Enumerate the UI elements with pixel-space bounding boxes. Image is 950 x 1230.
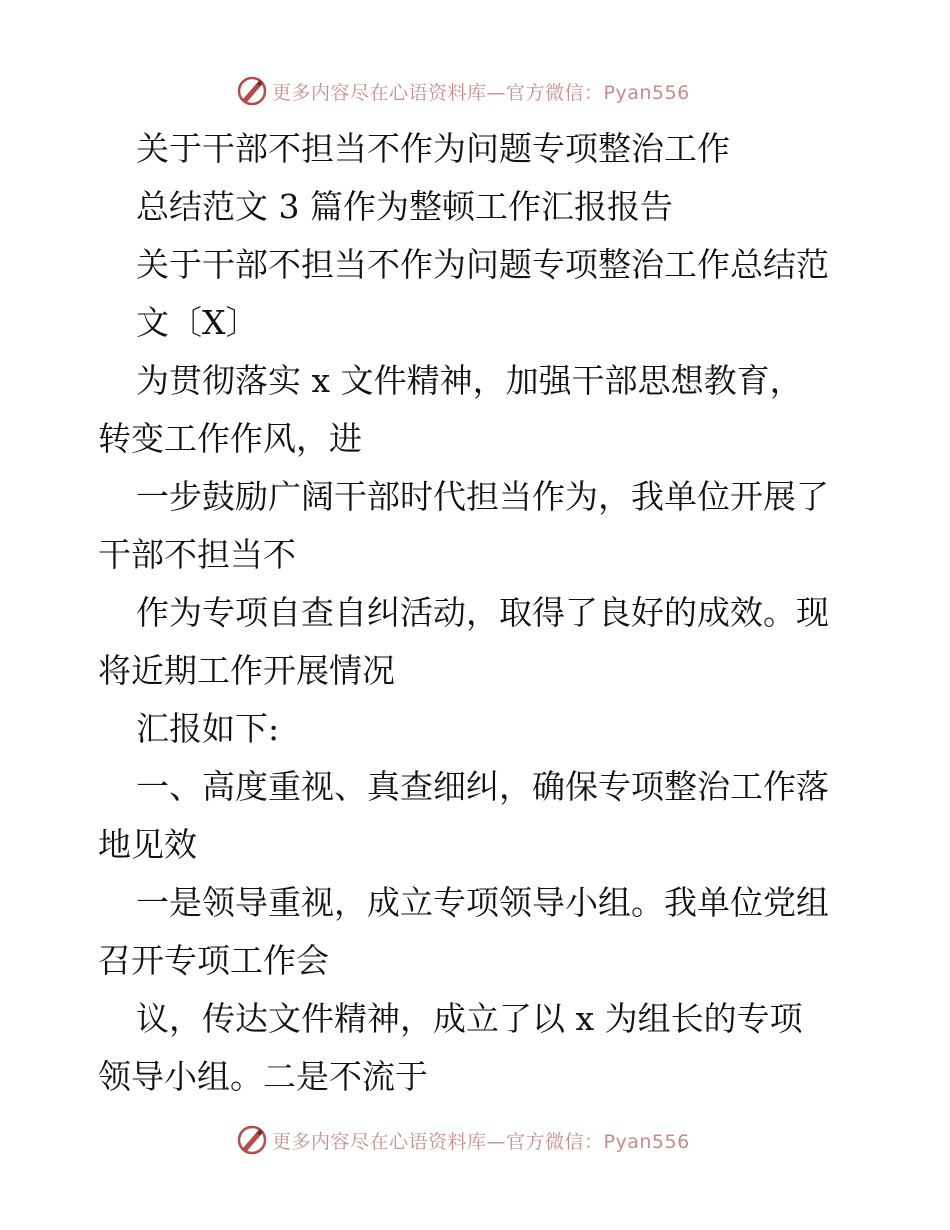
paragraph-line: 转变工作作风，进 — [98, 419, 362, 458]
subtitle-line-1: 关于干部不担当不作为问题专项整治工作总结范 — [136, 245, 829, 284]
pen-logo-icon — [236, 75, 268, 107]
document-body — [98, 120, 858, 1106]
paragraph-line: 议，传达文件精神，成立了以 x 为组长的专项 — [136, 999, 803, 1038]
paragraph-line: 为贯彻落实 x 文件精神，加强干部思想教育， — [136, 361, 803, 400]
paragraph-line: 一步鼓励广阔干部时代担当作为，我单位开展了 — [136, 477, 829, 516]
pen-logo-icon — [236, 1124, 268, 1156]
subtitle-line-2: 文〔X〕 — [136, 303, 259, 342]
section-heading-line: 地见效 — [98, 825, 197, 864]
paragraph-line: 汇报如下: — [136, 709, 280, 748]
paragraph-line: 将近期工作开展情况 — [98, 651, 395, 690]
paragraph-line: 领导小组。二是不流于 — [98, 1057, 428, 1096]
section-heading-line: 一、高度重视、真查细纠，确保专项整治工作落 — [136, 767, 829, 806]
title-line-1: 关于干部不担当不作为问题专项整治工作 — [136, 129, 730, 168]
title-line-2: 总结范文 3 篇作为整顿工作汇报报告 — [136, 187, 673, 226]
watermark-text: 更多内容尽在心语资料库—官方微信：Pyan556 — [272, 81, 690, 104]
paragraph-line: 干部不担当不 — [98, 535, 296, 574]
watermark-text: 更多内容尽在心语资料库—官方微信：Pyan556 — [272, 1130, 690, 1153]
paragraph-line: 召开专项工作会 — [98, 941, 329, 980]
paragraph-line: 一是领导重视，成立专项领导小组。我单位党组 — [136, 883, 829, 922]
watermark-footer — [236, 1123, 690, 1157]
paragraph-line: 作为专项自查自纠活动，取得了良好的成效。现 — [136, 593, 829, 632]
watermark-header — [236, 74, 690, 108]
